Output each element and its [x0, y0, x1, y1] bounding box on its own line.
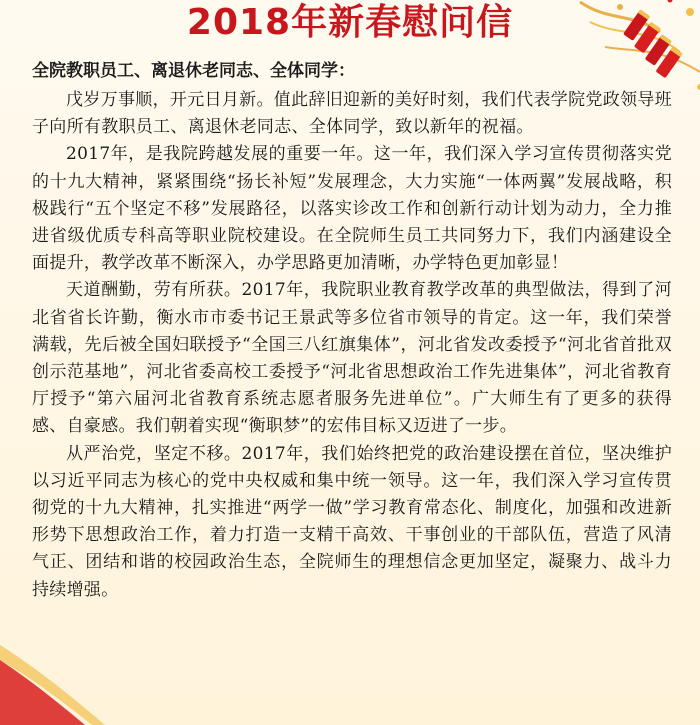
red-swoosh-decoration [0, 605, 130, 725]
paragraph-4: 从严治党，坚定不移。2017年，我们始终把党的政治建设摆在首位，坚决维护以习近平同志为核心的党中央权威和集中统一领导。这一年，我们深入学习宣传贯彻党的十九大精神，扎实推进“两学一做”学习教育常态化、制度化，加强和改进新形势下思想政治工作，着力打造一支精干高效、干事创业的干部队伍，营造了风清气正、团结和谐的校园政治生态，全院师生的理想信念更加坚定，凝聚力、战斗力持续增强。 [32, 443, 672, 600]
paragraph-1: 戊岁万事顺，开元日月新。值此辞旧迎新的美好时刻，我们代表学院党政领导班子向所有教职员工、离退休老同志、全体同学，致以新年的祝福。 [32, 90, 672, 138]
paragraph-2: 2017年，是我院跨越发展的重要一年。这一年，我们深入学习宣传贯彻落实党的十九大精神，紧紧围绕“扬长补短”发展理念，大力实施“一体两翼”发展战略，积极践行“五个坚定不移”发展路径，以落实诊改工作和创新行动计划为动力，全力推进省级优质专科高等职业院校建设。在全院师生员工共同努力下，我们内涵建设全面提升，教学改革不断深入，办学思路更加清晰，办学特色更加彰显！ [32, 144, 672, 274]
letter-body [32, 58, 672, 604]
paragraph-3: 天道酬勤，劳有所获。2017年，我院职业教育教学改革的典型做法，得到了河北省省长许勤，衡水市市委书记王景武等多位省市领导的肯定。这一年，我们荣誉满载，先后被全国妇联授予“全国三八红旗集体”，河北省发改委授予“河北省首批双创示范基地”，河北省委高校工委授予“河北省思想政治工作先进集体”，河北省教育厅授予“第六届河北省教育系统志愿者服务先进单位”。广大师生有了更多的获得感、自豪感。我们朝着实现“衡职梦”的宏伟目标又迈进了一步。 [32, 280, 672, 437]
page-title: 2018年新春慰问信 [186, 2, 514, 43]
salutation: 全院教职员工、离退休老同志、全体同学： [32, 61, 355, 81]
